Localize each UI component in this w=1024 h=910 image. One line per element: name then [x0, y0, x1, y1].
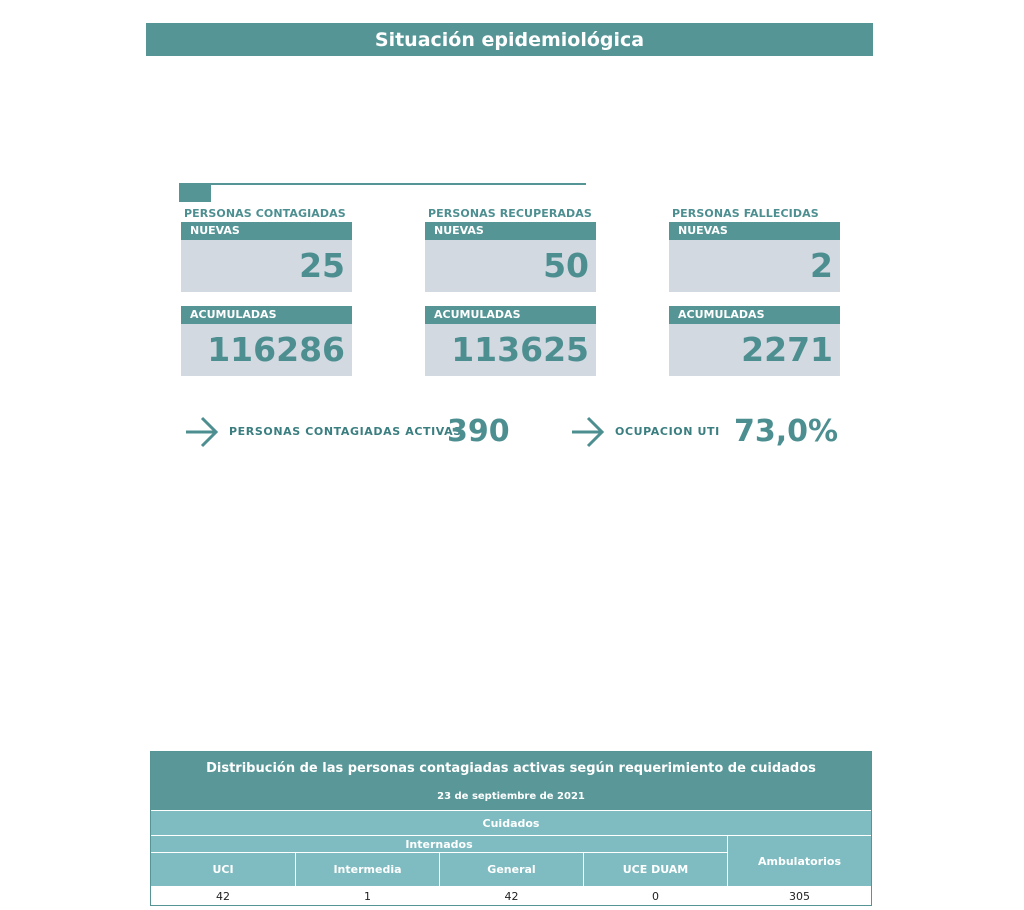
box-value: 25	[299, 246, 345, 285]
box-fallecidas-nuevas	[669, 222, 840, 292]
table-title-block	[151, 752, 871, 810]
box-fallecidas-acumuladas	[669, 306, 840, 376]
group-label-contagiadas: PERSONAS CONTAGIADAS	[184, 207, 346, 220]
uti-occupancy-value: 73,0%	[734, 414, 839, 449]
box-recuperadas-acumuladas	[425, 306, 596, 376]
box-value: 50	[543, 246, 589, 285]
box-recuperadas-nuevas	[425, 222, 596, 292]
group-label-fallecidas: PERSONAS FALLECIDAS	[672, 207, 819, 220]
value-uci: 42	[151, 887, 295, 905]
uti-occupancy-label: OCUPACION UTI	[615, 425, 720, 438]
box-value: 116286	[207, 330, 345, 369]
box-value: 2	[810, 246, 833, 285]
header-ambulatorios: Ambulatorios	[728, 836, 871, 886]
arrow-right-icon	[570, 414, 606, 450]
box-value: 2271	[741, 330, 833, 369]
box-header: ACUMULADAS	[669, 306, 840, 324]
box-value: 113625	[451, 330, 589, 369]
value-general: 42	[440, 887, 583, 905]
value-ambulatorios: 305	[728, 887, 871, 905]
header-general: General	[440, 853, 583, 886]
box-header: NUEVAS	[425, 222, 596, 240]
header-cuidados: Cuidados	[151, 811, 871, 835]
value-intermedia: 1	[296, 887, 439, 905]
header-intermedia: Intermedia	[296, 853, 439, 886]
active-cases-value: 390	[447, 414, 510, 449]
box-contagiadas-nuevas	[181, 222, 352, 292]
box-header: ACUMULADAS	[425, 306, 596, 324]
page-title: Situación epidemiológica	[146, 23, 873, 56]
table-title: Distribución de las personas contagiadas activas según requerimiento de cuidados	[206, 761, 816, 776]
header-uce-duam: UCE DUAM	[584, 853, 727, 886]
box-header: NUEVAS	[181, 222, 352, 240]
box-header: ACUMULADAS	[181, 306, 352, 324]
care-distribution-table	[150, 751, 872, 906]
active-cases-label: PERSONAS CONTAGIADAS ACTIVAS	[229, 425, 462, 438]
table-date: 23 de septiembre de 2021	[437, 791, 585, 802]
group-label-recuperadas: PERSONAS RECUPERADAS	[428, 207, 592, 220]
header-uci: UCI	[151, 853, 295, 886]
box-contagiadas-acumuladas	[181, 306, 352, 376]
arrow-right-icon	[184, 414, 220, 450]
section-divider	[179, 183, 586, 185]
value-uce-duam: 0	[584, 887, 727, 905]
header-internados: Internados	[151, 836, 727, 852]
box-header: NUEVAS	[669, 222, 840, 240]
section-tab-marker	[179, 185, 211, 202]
